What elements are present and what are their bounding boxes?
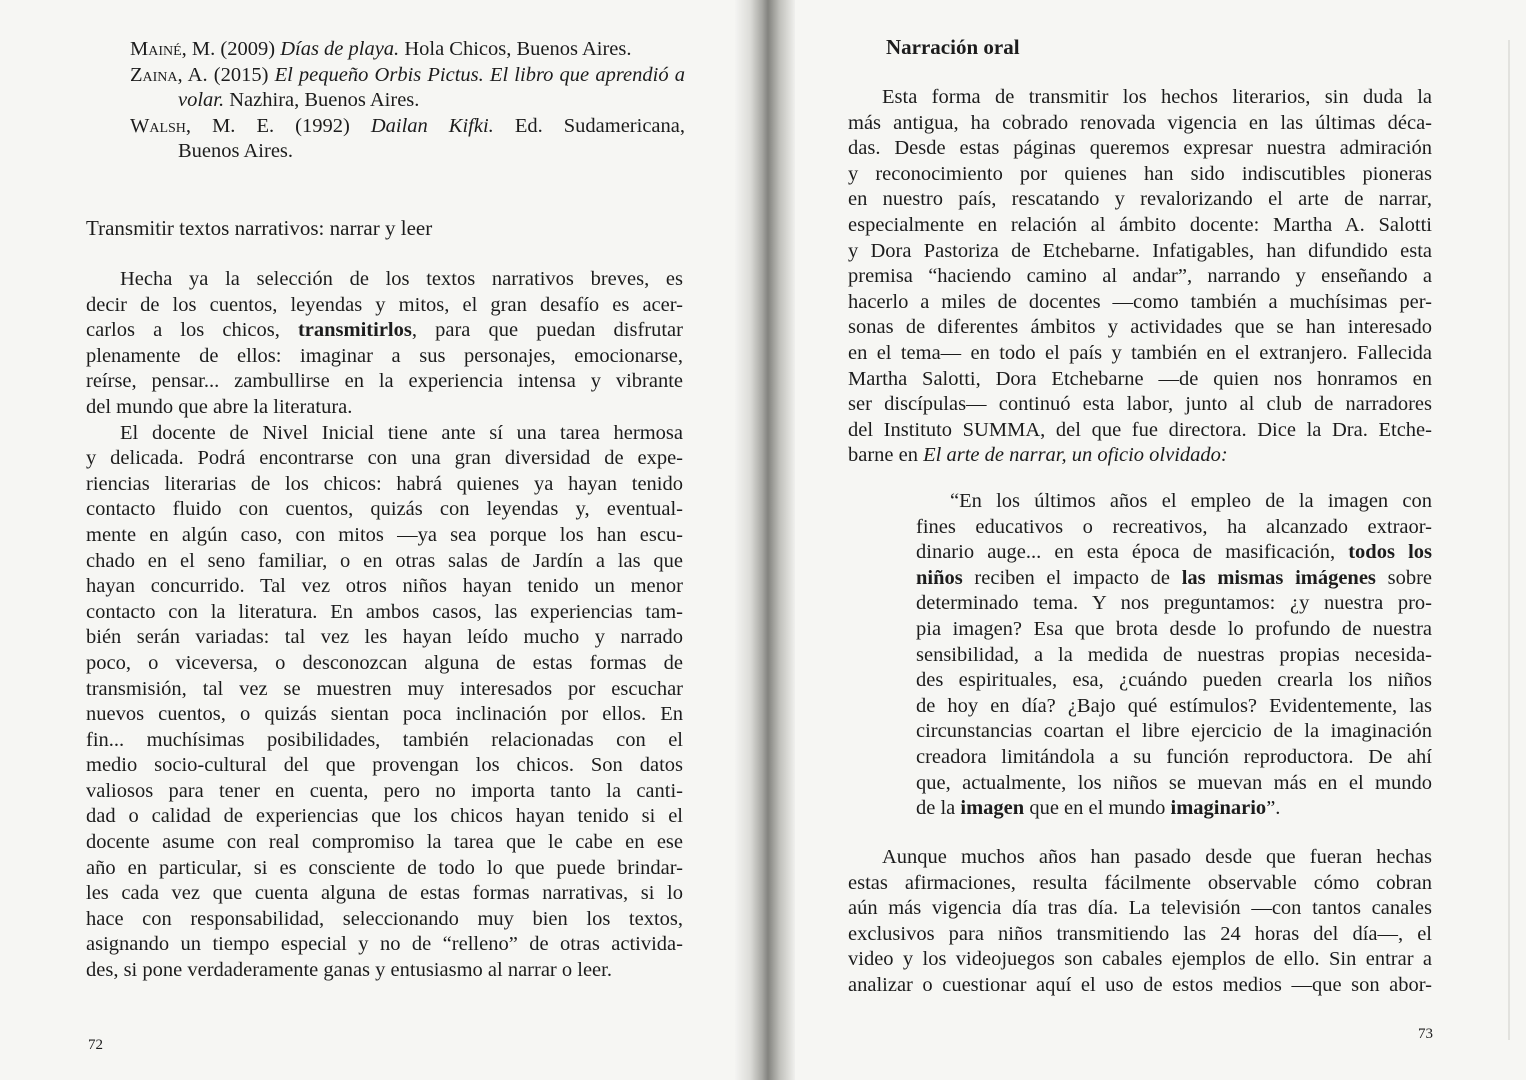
text-line [86,446,683,472]
reference-line [130,37,685,63]
text-line [848,264,1432,290]
text-run: bién serán variadas: tal vez les hayan leído mucho y narrado [86,626,683,649]
text-line [848,136,1432,162]
text-line [848,443,1432,469]
text-run: del Instituto SUMMA, del que fue directora. Dice la Dra. Etche- [848,418,1432,441]
text-line [916,796,1432,822]
text-line [86,523,683,549]
text-line [848,239,1432,265]
text-run: determinado tema. Y nos preguntamos: ¿y nuestra pro- [916,592,1432,615]
text-line [86,267,683,293]
text-run: y reconocimiento por quienes han sido indiscutibles pioneras [848,162,1432,185]
text-run: más antigua, ha cobrado renovada vigencia en las últimas déca- [848,111,1432,134]
text-line [916,694,1432,720]
text-line [86,344,683,370]
text-line [86,293,683,319]
text-line [86,907,683,933]
body-paragraph [848,85,1432,469]
text-run: riencias literarias de los chicos: habrá quienes ya hayan tenido [86,472,683,495]
bold-text: transmitirlos [297,319,412,342]
text-run: ser discípulas— continuó esta labor, junto al club de narradores [848,393,1432,416]
text-run: chado en el seno familiar, o en otras salas de Jardín a las que [86,549,683,572]
text-run: decir de los cuentos, leyendas y mitos, el gran desafío es acer- [86,293,683,316]
text-line [848,871,1432,897]
text-run: creadora limitándola a su función reproductora. De ahí [916,745,1432,768]
text-run: en el tema— en todo el país y también en el extranjero. Fallecida [848,341,1432,364]
bold-text: imaginario [1170,797,1267,820]
text-line [86,830,683,856]
text-line [86,369,683,395]
text-run: sonas de diferentes ámbitos y actividades que se han interesado [848,316,1432,339]
text-run: carlos a los chicos, [86,319,298,342]
text-run: plenamente de ellos: imaginar a sus personajes, emocionarse, [86,344,683,367]
closing-paragraph [848,845,1432,999]
text-run: exclusivos para niños transmitiendo las 24 horas del día—, el [848,922,1432,945]
body-paragraphs [86,267,683,984]
text-run: que en el mundo [1024,797,1171,820]
text-run: contacto fluido con cuentos, quizás con leyendas y, eventual- [86,498,683,521]
text-line [848,213,1432,239]
text-run: Aunque muchos años han pasado desde que fueran hechas [882,846,1432,868]
text-line [848,341,1432,367]
text-line [86,728,683,754]
text-line [916,668,1432,694]
bold-text: imagen [960,797,1025,820]
text-line [86,677,683,703]
author-name: Walsh [130,114,186,137]
text-run: que, actualmente, los niños se muevan más en el mundo [916,771,1432,794]
text-run: circunstancias coartan el libre ejercicio de la imaginación [916,720,1432,743]
text-run: y Dora Pastoriza de Etchebarne. Infatigables, han difundido esta [848,239,1432,262]
italic-title: Días de playa. [280,38,400,60]
author-name: Mainé [130,38,182,60]
text-run: video y los videojuegos son cabales ejemplos de ello. Sin entrar a [848,948,1432,971]
text-run: hacerlo a miles de docentes —como también a muchísimas per- [848,290,1432,313]
text-run: El docente de Nivel Inicial tiene ante sí una tarea hermosa [120,421,683,444]
text-run: , para que puedan disfrutar [411,319,683,342]
text-line [848,392,1432,418]
text-line [848,947,1432,973]
text-run: pia imagen? Esa que brota desde lo profundo de nuestra [916,617,1432,640]
text-line [848,290,1432,316]
section-heading: Narración oral [886,35,1020,59]
text-line [848,367,1432,393]
text-line [848,85,1432,111]
text-run: asignando un tiempo especial y no de “relleno” de otras activida- [86,933,683,956]
text-run: Ed. Sudamericana, [493,114,685,137]
text-run: medio socio-cultural del que provengan los chicos. Son datos [86,754,683,777]
italic-title: Dailan Kifki. [370,114,494,137]
text-line [86,421,683,447]
text-run: poco, o viceversa, o desconozcan alguna de estas formas de [86,651,683,674]
author-name: Zaina [130,63,178,86]
text-run: año en particular, si es consciente de todo lo que puede brindar- [86,856,683,879]
text-line [86,651,683,677]
text-run: des, si pone verdaderamente ganas y entusiasmo al narrar o leer. [86,959,612,982]
text-run: sobre [1375,566,1433,589]
text-run: des espirituales, esa, ¿cuándo pueden crearla los niños [916,669,1432,692]
text-run: docente asume con real compromiso la tarea que le cabe en ese [86,831,683,854]
bold-text: niños [916,566,963,589]
text-line [916,719,1432,745]
text-line [86,574,683,600]
reference-line [130,63,685,89]
text-line [848,187,1432,213]
text-run: nuevos cuentos, o quizás sientan poca inclinación por ellos. En [86,703,683,726]
text-line [916,643,1432,669]
text-line [848,973,1432,999]
text-line [86,958,683,984]
text-run: valiosos para tener en cuenta, pero no importa tanto la canti- [86,779,683,802]
text-line [848,315,1432,341]
italic-title: volar. [178,89,225,112]
text-line [916,617,1432,643]
text-run: transmisión, tal vez se muestren muy interesados por escuchar [86,677,683,700]
text-line [848,922,1432,948]
text-run: especialmente en relación al ámbito docente: Martha A. Salotti [848,213,1432,236]
text-line [916,566,1432,592]
text-run: hayan concurrido. Tal vez otros niños hayan tenido un menor [86,575,683,598]
text-run: ”. [1266,797,1281,820]
text-line [86,497,683,523]
text-run: Esta forma de transmitir los hechos literarios, sin duda la [882,86,1432,108]
text-run: sensibilidad, a la medida de nuestras propias necesida- [916,643,1432,666]
text-run: “En los últimos años el empleo de la imagen con [950,490,1432,512]
text-run: Hecha ya la selección de los textos narrativos breves, es [120,268,683,290]
text-line [848,896,1432,922]
bold-text: las mismas imágenes [1181,566,1376,589]
text-line [916,771,1432,797]
reference-line [130,139,685,165]
text-run: , A. (2015) [177,63,275,86]
text-line [86,881,683,907]
text-line [916,515,1432,541]
text-run: fin... muchísimas posibilidades, también relacionadas con el [86,728,683,751]
section-heading: Transmitir textos narrativos: narrar y leer [86,216,433,240]
text-run: reciben el impacto de [962,566,1182,589]
italic-title: El arte de narrar, un oficio olvidado: [923,444,1228,467]
text-run: contacto con la literatura. En ambos casos, las experiencias tam- [86,600,683,623]
text-line [86,856,683,882]
text-run: reírse, pensar... zambullirse en la experiencia intensa y vibrante [86,370,683,393]
text-line [86,804,683,830]
block-quote [916,489,1432,822]
reference-line [130,114,685,140]
text-run: Martha Salotti, Dora Etchebarne —de quien nos honramos en [848,367,1432,390]
left-page [0,0,760,1080]
text-run: Buenos Aires. [178,140,294,163]
text-line [86,600,683,626]
text-run: de hoy en día? ¿Bajo qué estímulos? Evidentemente, las [916,694,1432,717]
text-line [86,549,683,575]
text-run: Nazhira, Buenos Aires. [224,89,420,112]
text-line [848,845,1432,871]
text-line [86,753,683,779]
reference-list [130,37,685,165]
text-line [916,745,1432,771]
text-line [848,111,1432,137]
text-line [848,162,1432,188]
text-run: dinario auge... en esta época de masificación, [916,541,1349,564]
text-line [86,472,683,498]
text-run: les cada vez que cuenta alguna de estas formas narrativas, si lo [86,882,683,905]
text-line [86,932,683,958]
text-run: aún más vigencia día tras día. La televisión —con tantos canales [848,897,1432,920]
reference-line [130,88,685,114]
text-run: del mundo que abre la literatura. [86,395,353,418]
text-line [848,418,1432,444]
text-run: premisa “haciendo camino al andar”, narrando y enseñando a [848,265,1432,288]
text-run: y delicada. Podrá encontrarse con una gran diversidad de expe- [86,447,683,470]
text-run: hace con responsabilidad, seleccionando muy bien los textos, [86,907,683,930]
bold-text: todos los [1348,541,1432,564]
text-line [916,591,1432,617]
text-run: analizar o cuestionar aquí el uso de estos medios —que son abor- [848,973,1432,996]
page-number: 72 [88,1037,103,1053]
text-line [86,779,683,805]
text-run: de la [916,797,961,820]
text-run: en nuestro país, rescatando y revalorizando el arte de narrar, [848,188,1432,211]
text-line [86,318,683,344]
text-run: Hola Chicos, Buenos Aires. [399,38,632,60]
text-run: mente en algún caso, con mitos —ya sea porque los han escu- [86,523,683,546]
right-page [760,0,1526,1080]
text-line [86,702,683,728]
text-run: estas afirmaciones, resulta fácilmente observable cómo cobran [848,871,1432,894]
text-line [916,489,1432,515]
text-line [916,540,1432,566]
page-number: 73 [1418,1026,1433,1042]
text-run: das. Desde estas páginas queremos expresar nuestra admiración [848,137,1432,160]
text-run: , M. (2009) [181,38,281,60]
text-run: fines educativos o recreativos, ha alcanzado extraor- [916,515,1432,538]
text-run: barne en [848,444,924,467]
text-line [86,395,683,421]
text-run: dad o calidad de experiencias que los chicos hayan tenido si el [86,805,683,828]
italic-title: El pequeño Orbis Pictus. El libro que aprendió a [274,63,685,86]
text-line [86,625,683,651]
text-run: , M. E. (1992) [185,114,371,137]
